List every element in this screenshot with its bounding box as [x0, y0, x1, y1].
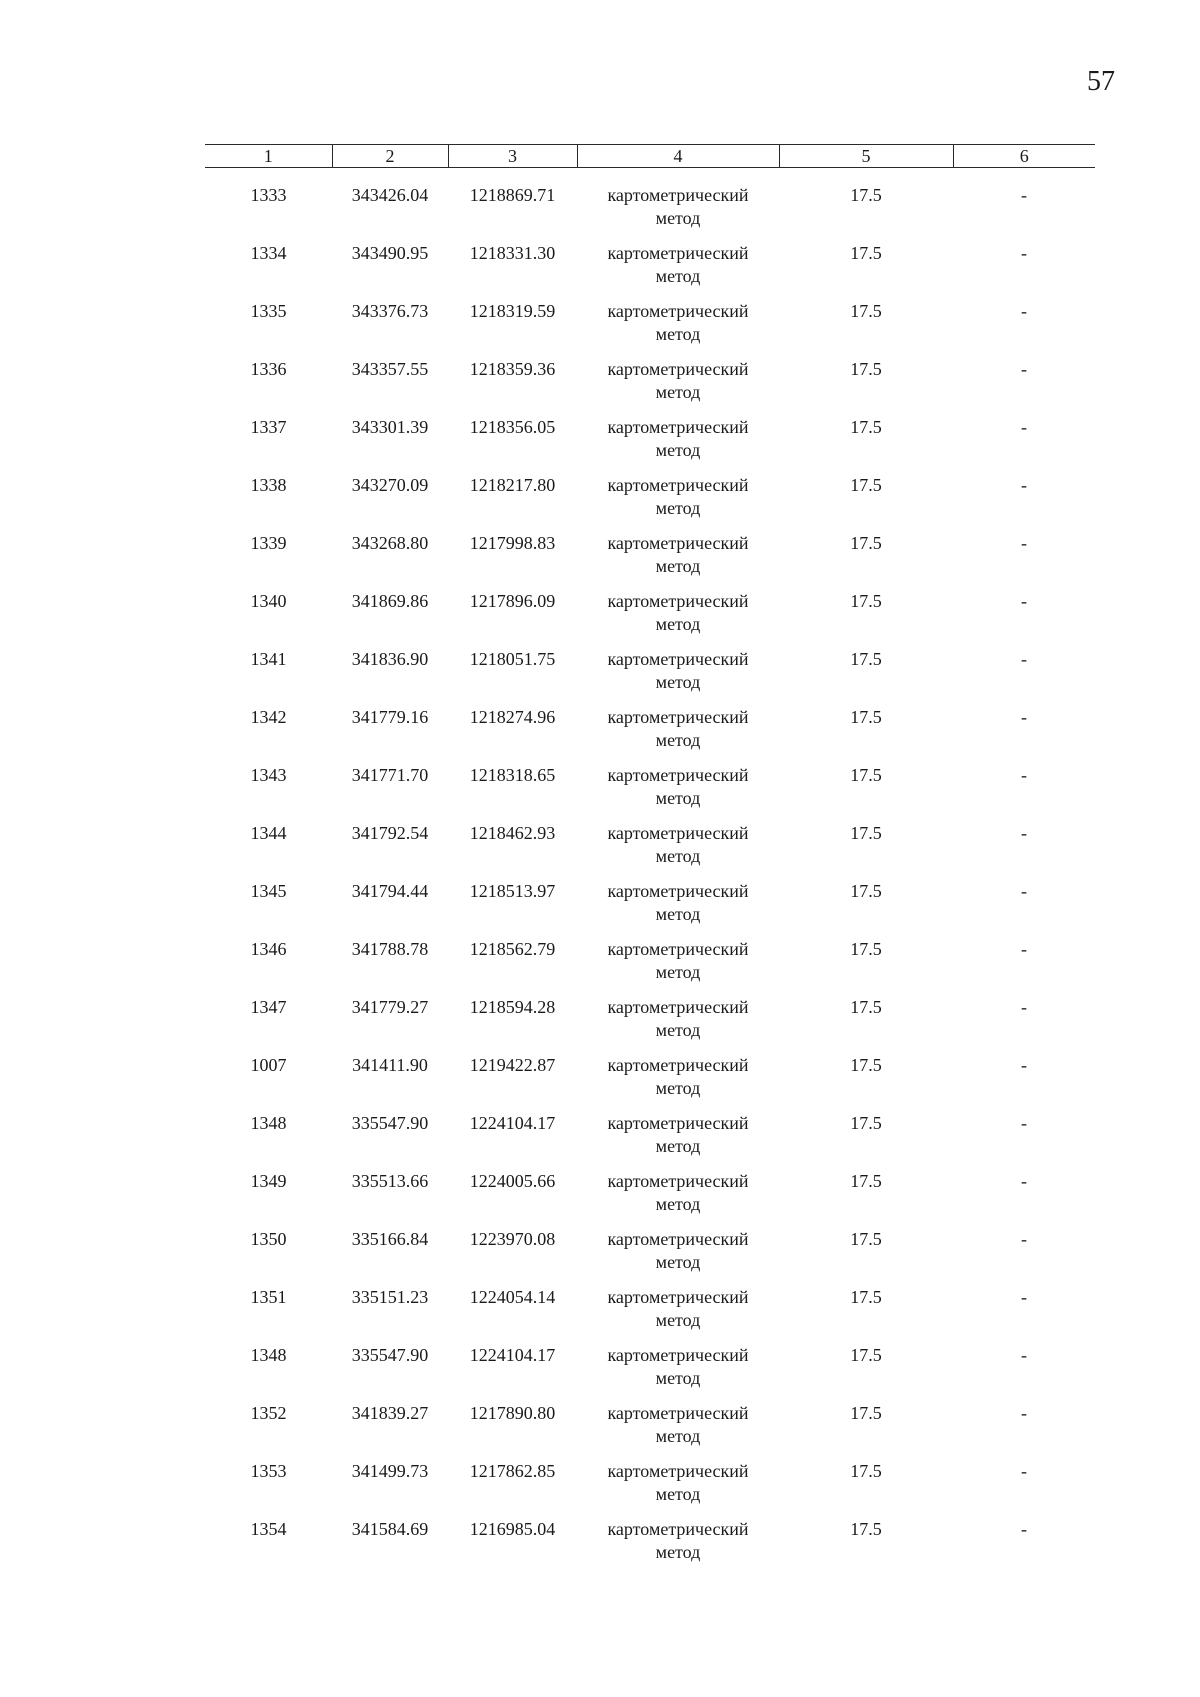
method-line-2: метод: [655, 1136, 701, 1156]
description-cell: -: [1021, 1055, 1027, 1075]
description-cell: -: [1021, 1229, 1027, 1249]
x-coordinate-cell: 343268.80: [351, 533, 429, 553]
point-number-cell: 1341: [250, 649, 287, 669]
method-cell: [577, 1054, 779, 1112]
point-number-cell: 1335: [250, 301, 287, 321]
point-number-cell: 1349: [250, 1171, 287, 1191]
method-cell: [577, 532, 779, 590]
method-cell: [577, 590, 779, 648]
x-coordinate-cell: 341792.54: [351, 823, 429, 843]
description-cell: -: [1021, 243, 1027, 263]
header-cell-3: 3: [448, 145, 577, 168]
y-coordinate-cell: 1218359.36: [469, 359, 556, 379]
table-row: [205, 242, 1095, 300]
method-cell: [577, 880, 779, 938]
method-line-1: картометрический: [607, 649, 749, 669]
method-line-2: метод: [655, 208, 701, 228]
table-row: [205, 648, 1095, 706]
table-row: [205, 1402, 1095, 1460]
header-cell-1: 1: [205, 145, 332, 168]
method-line-2: метод: [655, 614, 701, 634]
description-cell: -: [1021, 997, 1027, 1017]
point-number-cell: 1337: [250, 417, 287, 437]
method-line-2: метод: [655, 846, 701, 866]
method-line-2: метод: [655, 324, 701, 344]
method-line-2: метод: [655, 1542, 701, 1562]
accuracy-cell: 17.5: [850, 243, 882, 263]
header-cell-4: 4: [577, 145, 779, 168]
method-cell: [577, 242, 779, 300]
method-line-1: картометрический: [607, 707, 749, 727]
point-number-cell: 1344: [250, 823, 287, 843]
x-coordinate-cell: 343301.39: [351, 417, 429, 437]
method-line-1: картометрический: [607, 1461, 749, 1481]
method-line-1: картометрический: [607, 1403, 749, 1423]
table-row: [205, 1518, 1095, 1576]
point-number-cell: 1334: [250, 243, 287, 263]
y-coordinate-cell: 1218318.65: [469, 765, 556, 785]
point-number-cell: 1352: [250, 1403, 287, 1423]
table-row: [205, 474, 1095, 532]
description-cell: -: [1021, 417, 1027, 437]
table-row: [205, 706, 1095, 764]
method-line-2: метод: [655, 1484, 701, 1504]
x-coordinate-cell: 343426.04: [351, 185, 429, 205]
point-number-cell: 1339: [250, 533, 287, 553]
table-row: [205, 822, 1095, 880]
method-cell: [577, 1344, 779, 1402]
method-cell: [577, 1402, 779, 1460]
method-cell: [577, 822, 779, 880]
accuracy-cell: 17.5: [850, 823, 882, 843]
method-cell: [577, 1228, 779, 1286]
description-cell: -: [1021, 1113, 1027, 1133]
accuracy-cell: 17.5: [850, 1287, 882, 1307]
method-line-1: картометрический: [607, 881, 749, 901]
x-coordinate-cell: 335513.66: [351, 1171, 429, 1191]
method-line-1: картометрический: [607, 591, 749, 611]
method-line-1: картометрический: [607, 533, 749, 553]
description-cell: -: [1021, 301, 1027, 321]
description-cell: -: [1021, 1519, 1027, 1539]
y-coordinate-cell: 1223970.08: [469, 1229, 556, 1249]
y-coordinate-cell: 1217890.80: [469, 1403, 556, 1423]
method-line-1: картометрический: [607, 997, 749, 1017]
method-cell: [577, 168, 779, 243]
method-line-1: картометрический: [607, 359, 749, 379]
description-cell: -: [1021, 1287, 1027, 1307]
method-cell: [577, 416, 779, 474]
method-cell: [577, 1460, 779, 1518]
y-coordinate-cell: 1217896.09: [469, 591, 556, 611]
accuracy-cell: 17.5: [850, 707, 882, 727]
point-number-cell: 1343: [250, 765, 287, 785]
method-line-2: метод: [655, 1368, 701, 1388]
method-line-1: картометрический: [607, 939, 749, 959]
method-line-1: картометрический: [607, 1519, 749, 1539]
accuracy-cell: 17.5: [850, 533, 882, 553]
method-cell: [577, 996, 779, 1054]
table-row: [205, 416, 1095, 474]
description-cell: -: [1021, 707, 1027, 727]
x-coordinate-cell: 335547.90: [351, 1113, 429, 1133]
point-number-cell: 1345: [250, 881, 287, 901]
description-cell: -: [1021, 475, 1027, 495]
accuracy-cell: 17.5: [850, 1403, 882, 1423]
table-row: [205, 1344, 1095, 1402]
x-coordinate-cell: 343357.55: [351, 359, 429, 379]
accuracy-cell: 17.5: [850, 1229, 882, 1249]
point-number-cell: 1347: [250, 997, 287, 1017]
y-coordinate-cell: 1217862.85: [469, 1461, 556, 1481]
accuracy-cell: 17.5: [850, 1113, 882, 1133]
method-line-2: метод: [655, 382, 701, 402]
point-number-cell: 1351: [250, 1287, 287, 1307]
description-cell: -: [1021, 881, 1027, 901]
x-coordinate-cell: 341779.27: [351, 997, 429, 1017]
method-line-2: метод: [655, 1252, 701, 1272]
table-row: [205, 764, 1095, 822]
accuracy-cell: 17.5: [850, 185, 882, 205]
method-line-2: метод: [655, 1426, 701, 1446]
method-line-2: метод: [655, 962, 701, 982]
accuracy-cell: 17.5: [850, 591, 882, 611]
description-cell: -: [1021, 765, 1027, 785]
point-number-cell: 1350: [250, 1229, 287, 1249]
method-line-2: метод: [655, 556, 701, 576]
y-coordinate-cell: 1218319.59: [469, 301, 556, 321]
header-cell-5: 5: [779, 145, 953, 168]
y-coordinate-cell: 1224104.17: [469, 1345, 556, 1365]
accuracy-cell: 17.5: [850, 1345, 882, 1365]
description-cell: -: [1021, 939, 1027, 959]
description-cell: -: [1021, 1461, 1027, 1481]
y-coordinate-cell: 1224104.17: [469, 1113, 556, 1133]
x-coordinate-cell: 341839.27: [351, 1403, 429, 1423]
method-line-2: метод: [655, 440, 701, 460]
method-cell: [577, 1112, 779, 1170]
header-cell-6: 6: [953, 145, 1095, 168]
x-coordinate-cell: 341779.16: [351, 707, 429, 727]
x-coordinate-cell: 341771.70: [351, 765, 429, 785]
point-number-cell: 1346: [250, 939, 287, 959]
accuracy-cell: 17.5: [850, 301, 882, 321]
description-cell: -: [1021, 591, 1027, 611]
table-row: [205, 1054, 1095, 1112]
x-coordinate-cell: 343270.09: [351, 475, 429, 495]
x-coordinate-cell: 343490.95: [351, 243, 429, 263]
description-cell: -: [1021, 1171, 1027, 1191]
header-cell-2: 2: [332, 145, 448, 168]
y-coordinate-cell: 1218462.93: [469, 823, 556, 843]
y-coordinate-cell: 1218274.96: [469, 707, 556, 727]
description-cell: -: [1021, 359, 1027, 379]
point-number-cell: 1007: [250, 1055, 287, 1075]
method-line-1: картометрический: [607, 1171, 749, 1191]
method-line-2: метод: [655, 730, 701, 750]
method-line-1: картометрический: [607, 823, 749, 843]
accuracy-cell: 17.5: [850, 1171, 882, 1191]
point-number-cell: 1333: [250, 185, 287, 205]
table-row: [205, 1170, 1095, 1228]
y-coordinate-cell: 1218594.28: [469, 997, 556, 1017]
page-number: 57: [1087, 66, 1115, 97]
point-number-cell: 1336: [250, 359, 287, 379]
accuracy-cell: 17.5: [850, 939, 882, 959]
header-row: [205, 145, 1095, 168]
description-cell: -: [1021, 823, 1027, 843]
x-coordinate-cell: 341794.44: [351, 881, 429, 901]
method-line-2: метод: [655, 904, 701, 924]
method-line-2: метод: [655, 1310, 701, 1330]
x-coordinate-cell: 335151.23: [351, 1287, 429, 1307]
accuracy-cell: 17.5: [850, 997, 882, 1017]
method-cell: [577, 938, 779, 996]
description-cell: -: [1021, 185, 1027, 205]
method-line-1: картометрический: [607, 185, 749, 205]
table-header: [205, 145, 1095, 168]
description-cell: -: [1021, 649, 1027, 669]
table-row: [205, 1112, 1095, 1170]
table-row: [205, 938, 1095, 996]
accuracy-cell: 17.5: [850, 1055, 882, 1075]
x-coordinate-cell: 341788.78: [351, 939, 429, 959]
y-coordinate-cell: 1218331.30: [469, 243, 556, 263]
x-coordinate-cell: 335547.90: [351, 1345, 429, 1365]
description-cell: -: [1021, 533, 1027, 553]
method-line-1: картометрический: [607, 301, 749, 321]
y-coordinate-cell: 1224054.14: [469, 1287, 556, 1307]
method-cell: [577, 706, 779, 764]
x-coordinate-cell: 341584.69: [351, 1519, 429, 1539]
method-line-1: картометрический: [607, 243, 749, 263]
method-cell: [577, 474, 779, 532]
y-coordinate-cell: 1218562.79: [469, 939, 556, 959]
y-coordinate-cell: 1218051.75: [469, 649, 556, 669]
method-line-1: картометрический: [607, 1113, 749, 1133]
table-row: [205, 880, 1095, 938]
accuracy-cell: 17.5: [850, 359, 882, 379]
method-line-1: картометрический: [607, 1055, 749, 1075]
method-line-2: метод: [655, 1194, 701, 1214]
y-coordinate-cell: 1218869.71: [469, 185, 556, 205]
y-coordinate-cell: 1218513.97: [469, 881, 556, 901]
y-coordinate-cell: 1224005.66: [469, 1171, 556, 1191]
method-line-2: метод: [655, 788, 701, 808]
accuracy-cell: 17.5: [850, 765, 882, 785]
accuracy-cell: 17.5: [850, 1461, 882, 1481]
method-cell: [577, 1286, 779, 1344]
method-cell: [577, 358, 779, 416]
method-line-2: метод: [655, 266, 701, 286]
point-number-cell: 1340: [250, 591, 287, 611]
method-cell: [577, 1170, 779, 1228]
method-line-2: метод: [655, 498, 701, 518]
table-row: [205, 168, 1095, 243]
y-coordinate-cell: 1219422.87: [469, 1055, 556, 1075]
description-cell: -: [1021, 1345, 1027, 1365]
method-line-1: картометрический: [607, 1345, 749, 1365]
table-row: [205, 590, 1095, 648]
method-line-2: метод: [655, 1020, 701, 1040]
y-coordinate-cell: 1218217.80: [469, 475, 556, 495]
accuracy-cell: 17.5: [850, 1519, 882, 1539]
table-row: [205, 1286, 1095, 1344]
table-row: [205, 1228, 1095, 1286]
table-row: [205, 1460, 1095, 1518]
method-line-1: картометрический: [607, 1229, 749, 1249]
point-number-cell: 1338: [250, 475, 287, 495]
table-row: [205, 300, 1095, 358]
accuracy-cell: 17.5: [850, 417, 882, 437]
x-coordinate-cell: 335166.84: [351, 1229, 429, 1249]
method-line-1: картометрический: [607, 475, 749, 495]
point-number-cell: 1353: [250, 1461, 287, 1481]
x-coordinate-cell: 341869.86: [351, 591, 429, 611]
x-coordinate-cell: 341836.90: [351, 649, 429, 669]
point-number-cell: 1348: [250, 1113, 287, 1133]
method-line-1: картометрический: [607, 417, 749, 437]
x-coordinate-cell: 343376.73: [351, 301, 429, 321]
table-row: [205, 532, 1095, 590]
method-line-2: метод: [655, 672, 701, 692]
table-row: [205, 358, 1095, 416]
x-coordinate-cell: 341411.90: [352, 1055, 428, 1075]
point-number-cell: 1348: [250, 1345, 287, 1365]
point-number-cell: 1342: [250, 707, 287, 727]
method-cell: [577, 1518, 779, 1576]
method-line-1: картометрический: [607, 765, 749, 785]
accuracy-cell: 17.5: [850, 649, 882, 669]
method-cell: [577, 764, 779, 822]
table-row: [205, 996, 1095, 1054]
y-coordinate-cell: 1216985.04: [469, 1519, 556, 1539]
point-number-cell: 1354: [250, 1519, 287, 1539]
y-coordinate-cell: 1218356.05: [469, 417, 556, 437]
table-body: [205, 168, 1095, 1577]
method-cell: [577, 648, 779, 706]
method-line-1: картометрический: [607, 1287, 749, 1307]
accuracy-cell: 17.5: [850, 881, 882, 901]
x-coordinate-cell: 341499.73: [351, 1461, 429, 1481]
y-coordinate-cell: 1217998.83: [469, 533, 556, 553]
method-cell: [577, 300, 779, 358]
description-cell: -: [1021, 1403, 1027, 1423]
coordinates-table: [205, 144, 1095, 1576]
method-line-2: метод: [655, 1078, 701, 1098]
accuracy-cell: 17.5: [850, 475, 882, 495]
